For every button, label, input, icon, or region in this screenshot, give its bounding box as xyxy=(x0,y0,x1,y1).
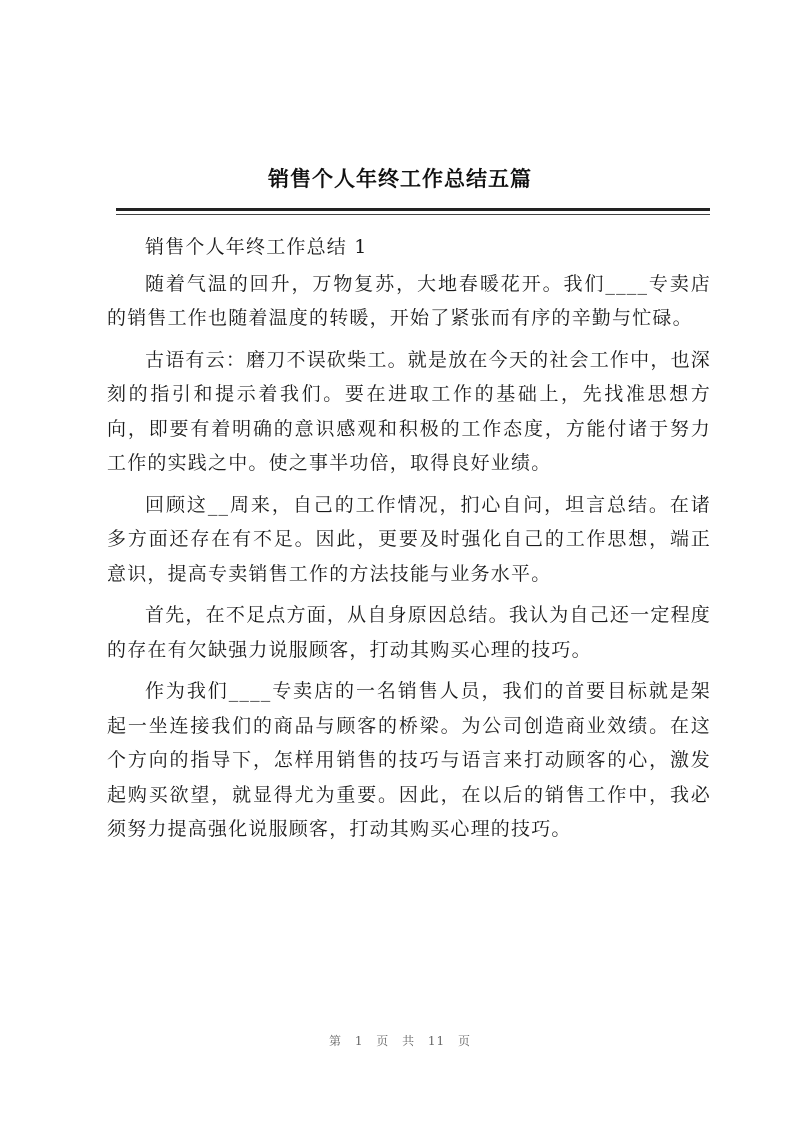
document-body xyxy=(107,230,711,854)
page-number-footer: 第 1 页 共 11 页 xyxy=(329,1034,471,1048)
paragraph: 作为我们____专卖店的一名销售人员，我们的首要目标就是架起一坐连接我们的商品与顾客的桥梁。为公司创造商业效绩。在这个方向的指导下，怎样用销售的技巧与语言来打动顾客的心，激发起购买欲望，就显得尤为重要。因此，在以后的销售工作中，我必须努力提高强化说服顾客，打动其购买心理的技巧。 xyxy=(107,680,711,840)
paragraph: 随着气温的回升，万物复苏，大地春暖花开。我们____专卖店的销售工作也随着温度的转暖，开始了紧张而有序的辛勤与忙碌。 xyxy=(107,272,711,329)
paragraph: 回顾这__周来，自己的工作情况，扪心自问，坦言总结。在诸多方面还存在有不足。因此，更要及时强化自己的工作思想，端正意识，提高专卖销售工作的方法技能与业务水平。 xyxy=(107,493,711,585)
section-heading: 销售个人年终工作总结 1 xyxy=(145,236,368,258)
document-title: 销售个人年终工作总结五篇 xyxy=(268,167,532,191)
paragraph: 首先，在不足点方面，从自身原因总结。我认为自己还一定程度的存在有欠缺强力说服顾客，打动其购买心理的技巧。 xyxy=(107,604,711,661)
title-divider-thin xyxy=(116,214,710,215)
paragraph: 古语有云：磨刀不误砍柴工。就是放在今天的社会工作中，也深刻的指引和提示着我们。要在进取工作的基础上，先找准思想方向，即要有着明确的意识感观和积极的工作态度，方能付诸于努力工作的实践之中。使之事半功倍，取得良好业绩。 xyxy=(107,348,711,474)
title-divider xyxy=(116,208,710,211)
